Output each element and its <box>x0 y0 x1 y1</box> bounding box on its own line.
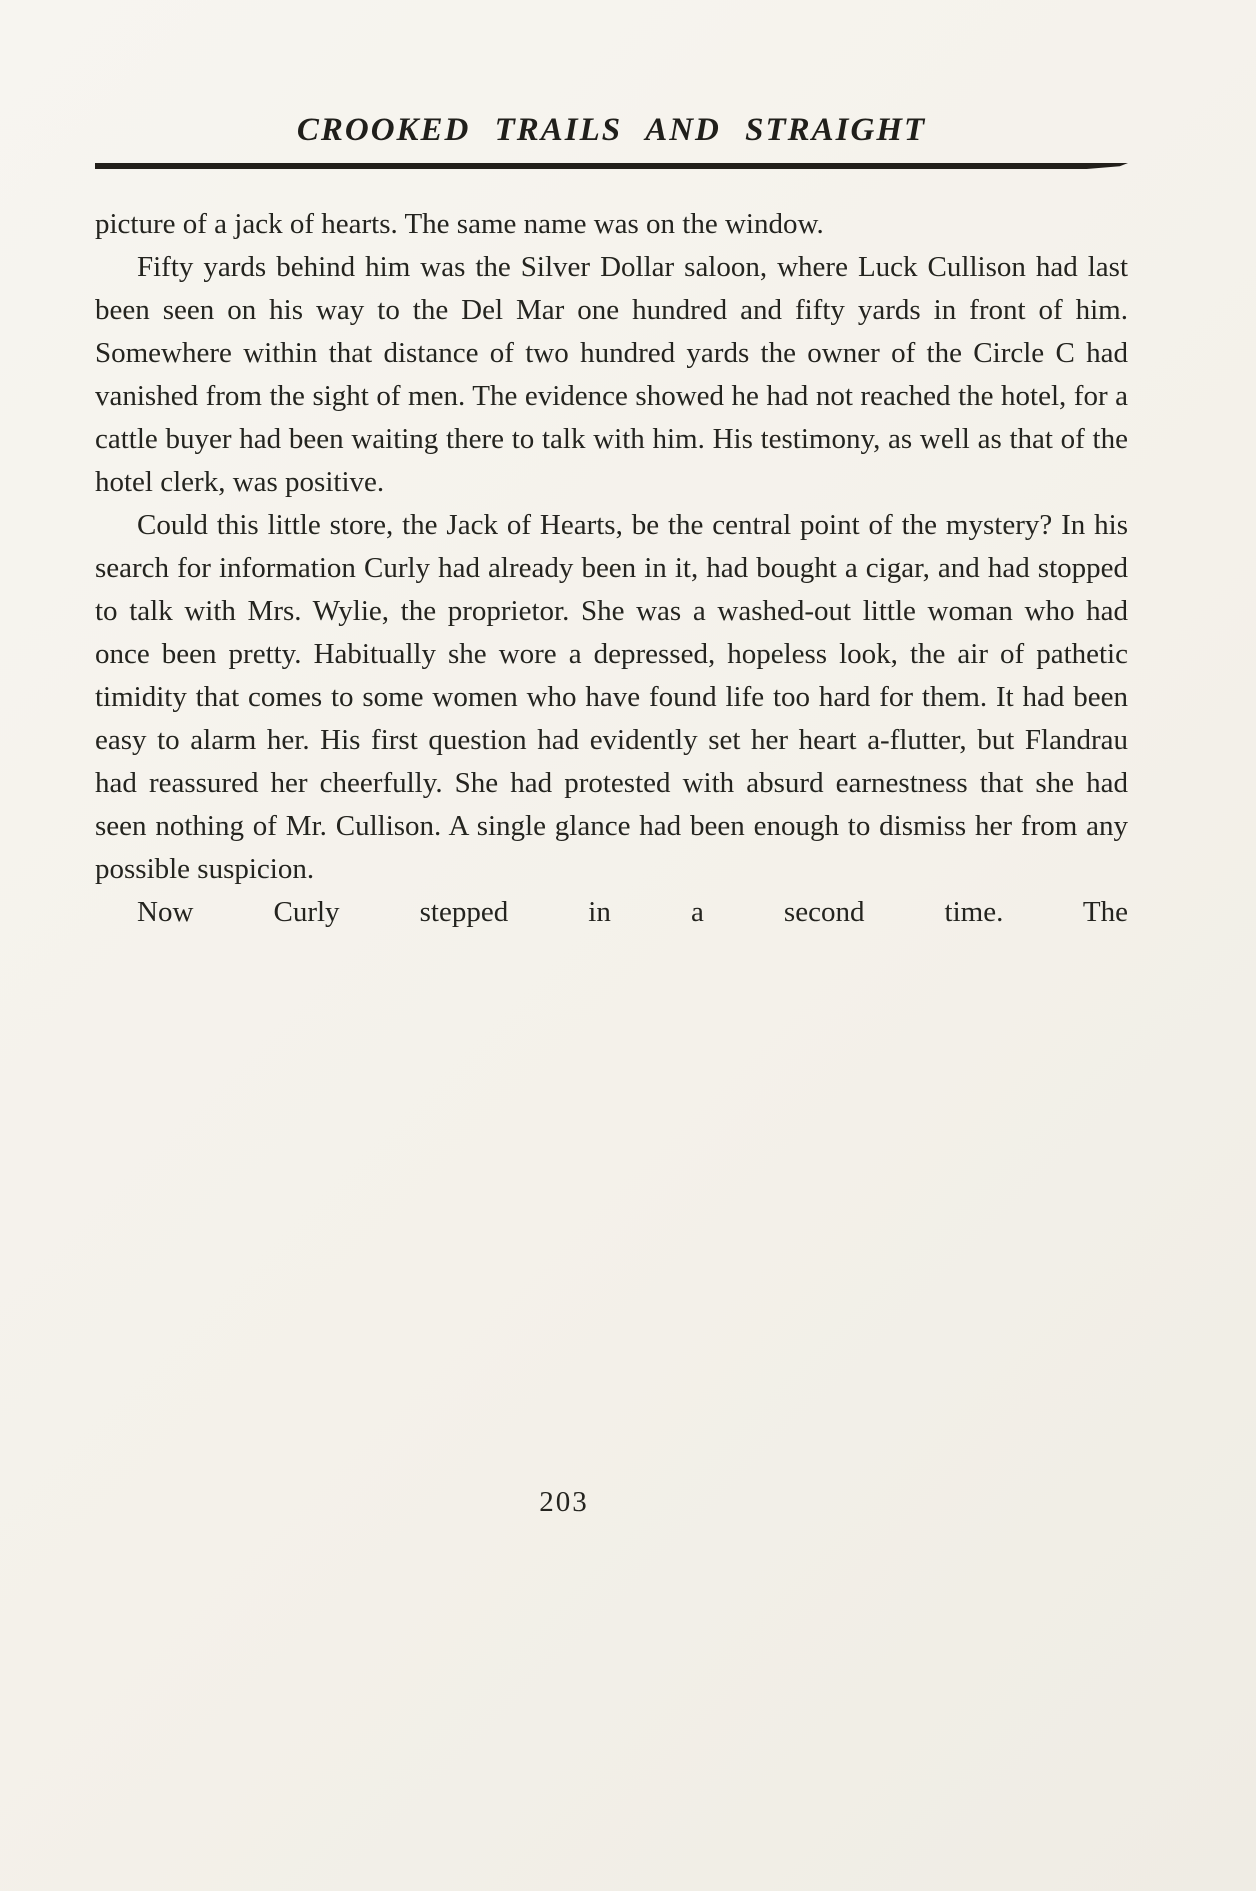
header-rule <box>95 163 1128 169</box>
paragraph: Now Curly stepped in a second time. The <box>137 896 1128 928</box>
page-content <box>95 112 1128 934</box>
paragraph: Fifty yards behind him was the Silver Dollar saloon, where Luck Cullison had last been seen on his way to the Del Mar one hundred and fifty yards in front of him. Somewhere within that distance of two hundred yards the owner of the Circle C had vanished from the sight of men. The evidence showed he had not reached the hotel, for a cattle buyer had been waiting there to talk with him. His testimony, as well as that of the hotel clerk, was positive. <box>95 251 1128 498</box>
paragraph: picture of a jack of hearts. The same name was on the window. <box>95 208 824 240</box>
running-header: CROOKED TRAILS AND STRAIGHT <box>296 112 927 148</box>
body-text <box>95 203 1128 934</box>
page-number: 203 <box>539 1486 589 1518</box>
paragraph: Could this little store, the Jack of Hearts, be the central point of the mystery? In his search for information Curly had already been in it, had bought a cigar, and had stopped to talk with Mrs. Wylie, the proprietor. She was a washed-out little woman who had once been pretty. Habitually she wore a depressed, hopeless look, the air of pathetic timidity that comes to some women who have found life too hard for them. It had been easy to alarm her. His first question had evidently set her heart a-flutter, but Flandrau had reassured her cheerfully. She had protested with absurd earnestness that she had seen nothing of Mr. Cullison. A single glance had been enough to dismiss her from any possible suspicion. <box>95 509 1128 885</box>
